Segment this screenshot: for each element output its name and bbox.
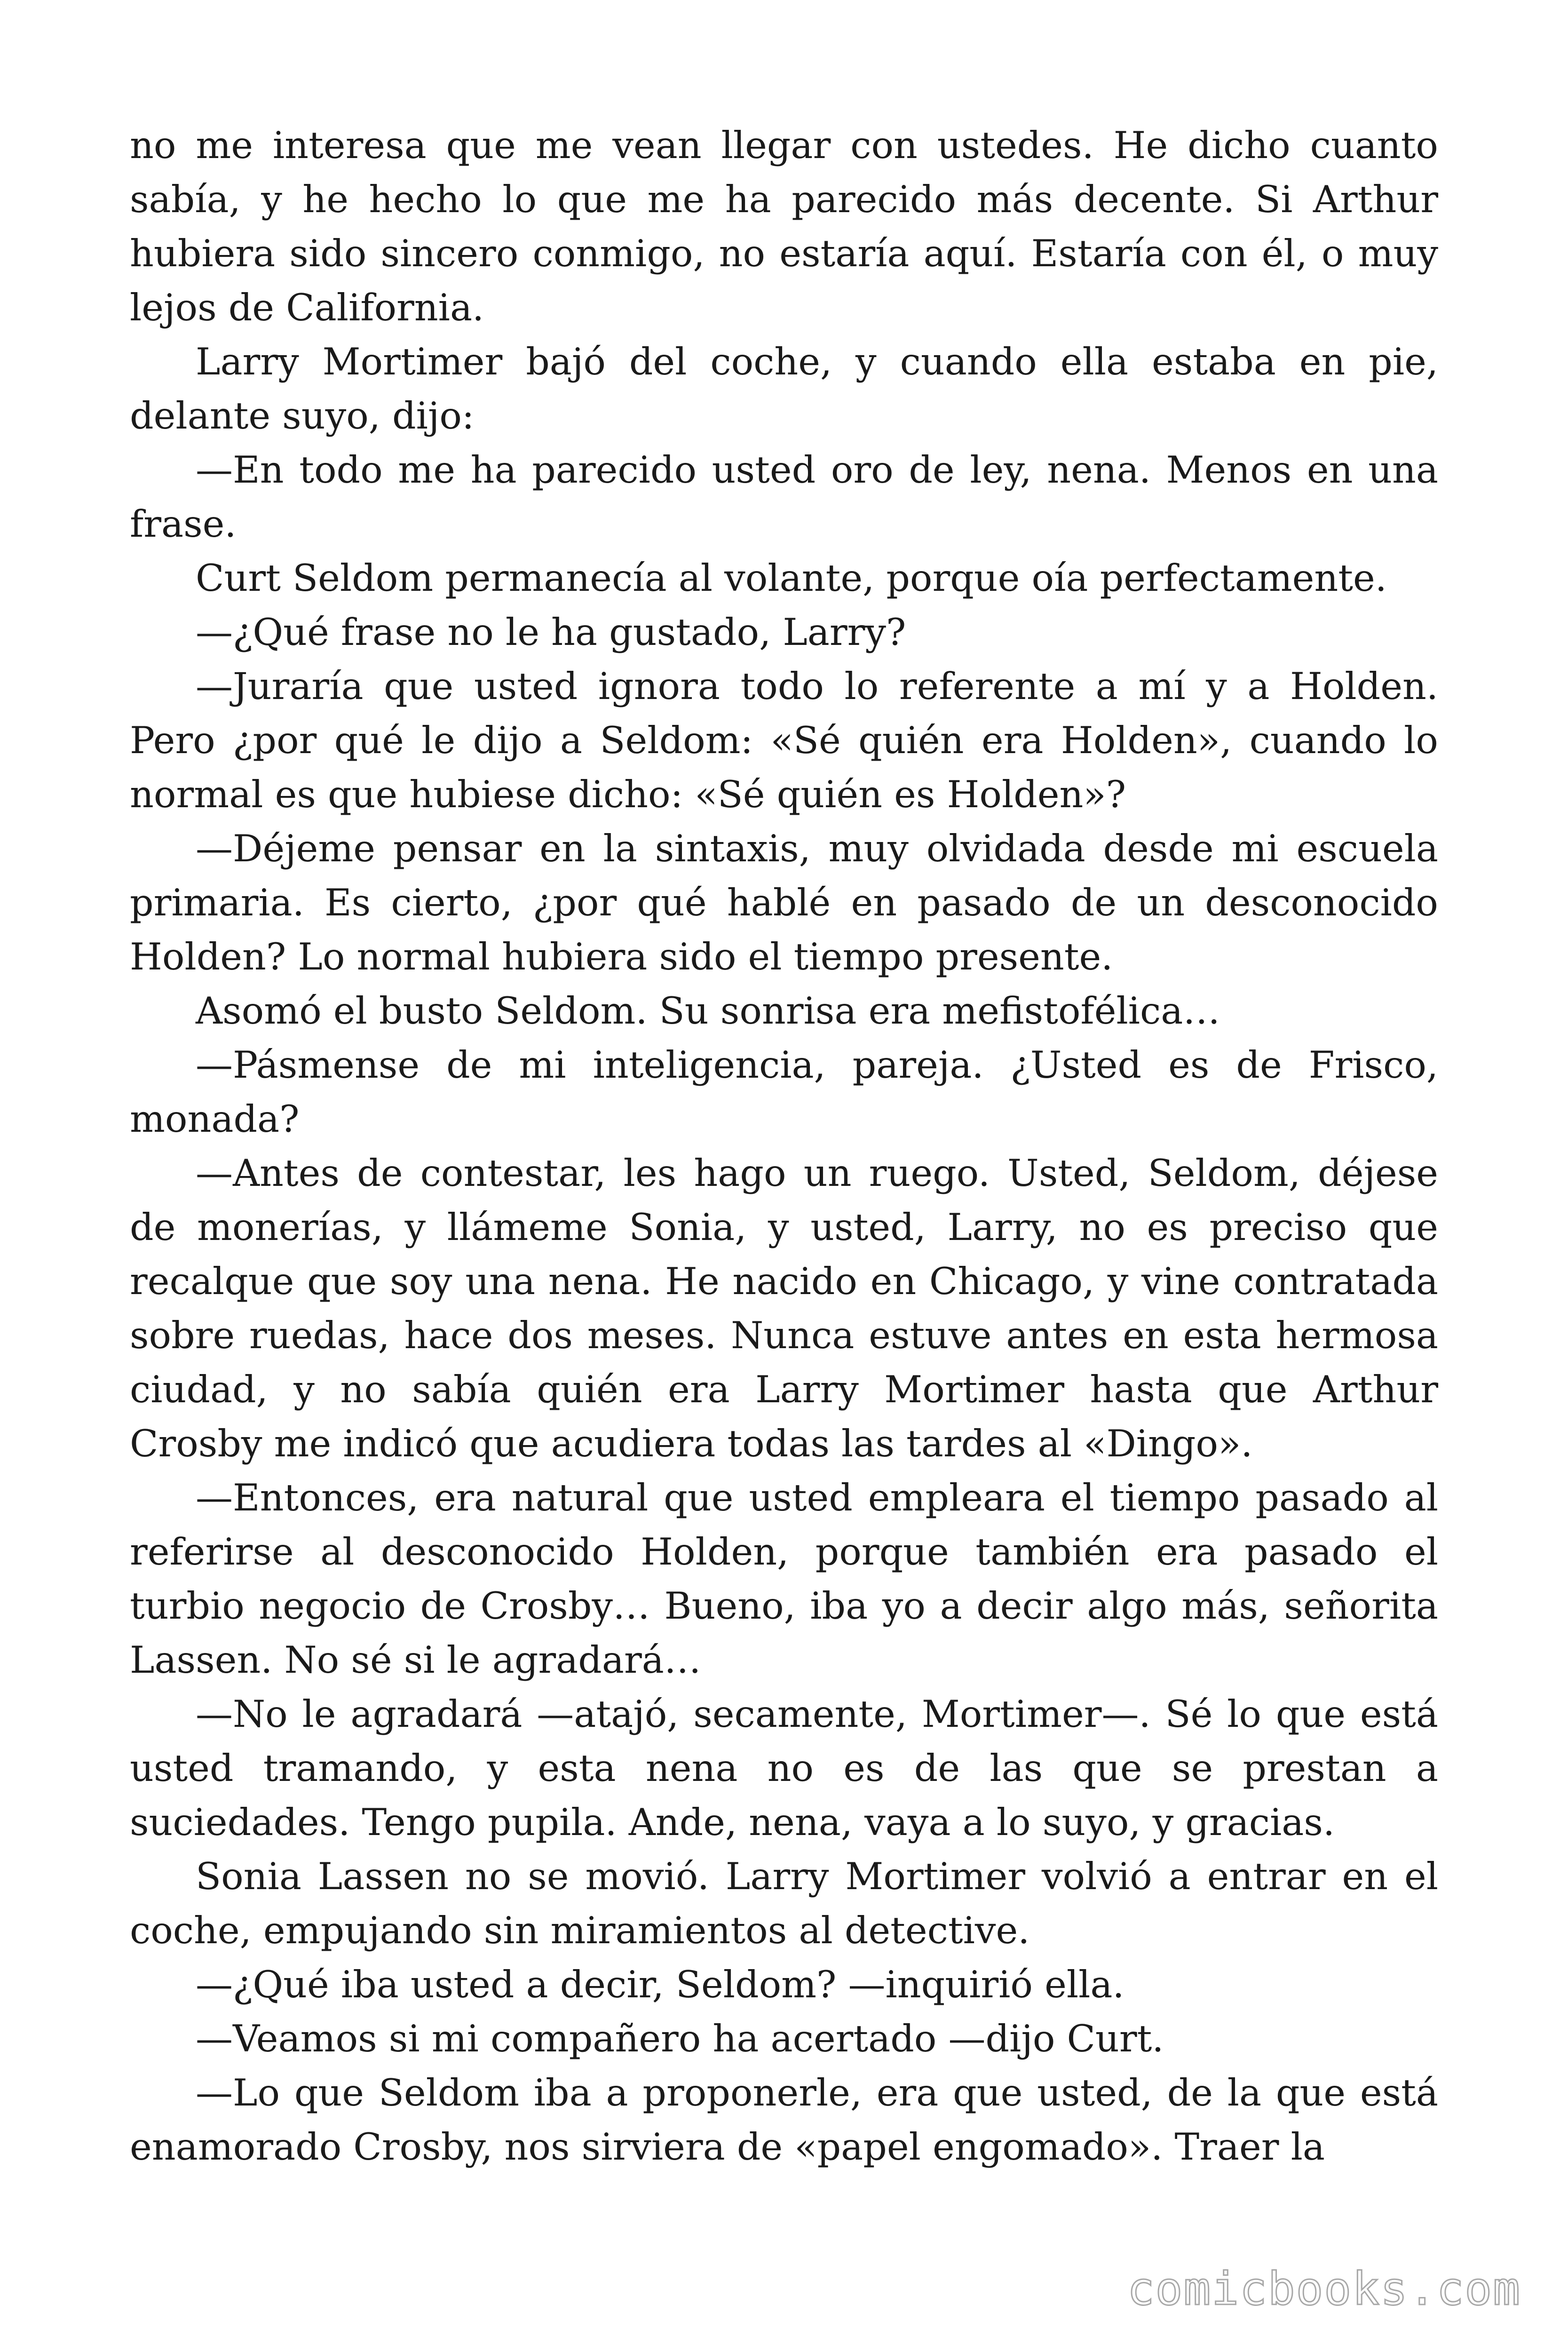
paragraph: —Veamos si mi compañero ha acertado —dijo Curt. <box>196 2017 1164 2060</box>
paragraph: —Pásmense de mi inteligencia, pareja. ¿Usted es de Frisco, monada? <box>130 1043 1438 1141</box>
paragraph: —En todo me ha parecido usted oro de ley, nena. Menos en una frase. <box>130 448 1438 546</box>
body-text <box>130 119 1438 2174</box>
paragraph: —¿Qué frase no le ha gustado, Larry? <box>196 611 906 654</box>
paragraph: —Déjeme pensar en la sintaxis, muy olvidada desde mi escuela primaria. Es cierto, ¿por qué hablé en pasado de un desconocido Holden? Lo normal hubiera sido el tiempo presente. <box>130 827 1438 978</box>
paragraph: Larry Mortimer bajó del coche, y cuando ella estaba en pie, delante suyo, dijo: <box>130 340 1438 437</box>
watermark: comicbooks.com <box>1127 2263 1521 2315</box>
paragraph: —No le agradará —atajó, secamente, Mortimer—. Sé lo que está usted tramando, y esta nena no es de las que se prestan a suciedades. Tengo pupila. Ande, nena, vaya a lo suyo, y gracias. <box>130 1692 1438 1844</box>
paragraph: no me interesa que me vean llegar con ustedes. He dicho cuanto sabía, y he hecho lo que me ha parecido más decente. Si Arthur hubiera sido sincero conmigo, no estaría aquí. Estaría con él, o muy lejos de California. <box>130 124 1438 329</box>
paragraph: —Juraría que usted ignora todo lo referente a mí y a Holden. Pero ¿por qué le dijo a Seldom: «Sé quién era Holden», cuando lo normal es que hubiese dicho: «Sé quién es Holden»? <box>130 665 1438 816</box>
paragraph: —¿Qué iba usted a decir, Seldom? —inquirió ella. <box>196 1963 1125 2006</box>
paragraph: Asomó el busto Seldom. Su sonrisa era mefistofélica… <box>196 989 1220 1033</box>
paragraph: —Antes de contestar, les hago un ruego. Usted, Seldom, déjese de monerías, y llámeme Sonia, y usted, Larry, no es preciso que recalque que soy una nena. He nacido en Chicago, y vine contratada sobre ruedas, hace dos meses. Nunca estuve antes en esta hermosa ciudad, y no sabía quién era Larry Mortimer hasta que Arthur Crosby me indicó que acudiera todas las tardes al «Dingo». <box>130 1152 1438 1465</box>
paragraph: —Entonces, era natural que usted empleara el tiempo pasado al referirse al desconocido Holden, porque también era pasado el turbio negocio de Crosby… Bueno, iba yo a decir algo más, señorita Lassen. No sé si le agradará… <box>130 1476 1438 1682</box>
paragraph: Sonia Lassen no se movió. Larry Mortimer volvió a entrar en el coche, empujando sin miramientos al detective. <box>130 1855 1438 1952</box>
paragraph: Curt Seldom permanecía al volante, porque oía perfectamente. <box>196 556 1387 600</box>
paragraph: —Lo que Seldom iba a proponerle, era que usted, de la que está enamorado Crosby, nos sirviera de «papel engomado». Traer la <box>130 2071 1438 2169</box>
